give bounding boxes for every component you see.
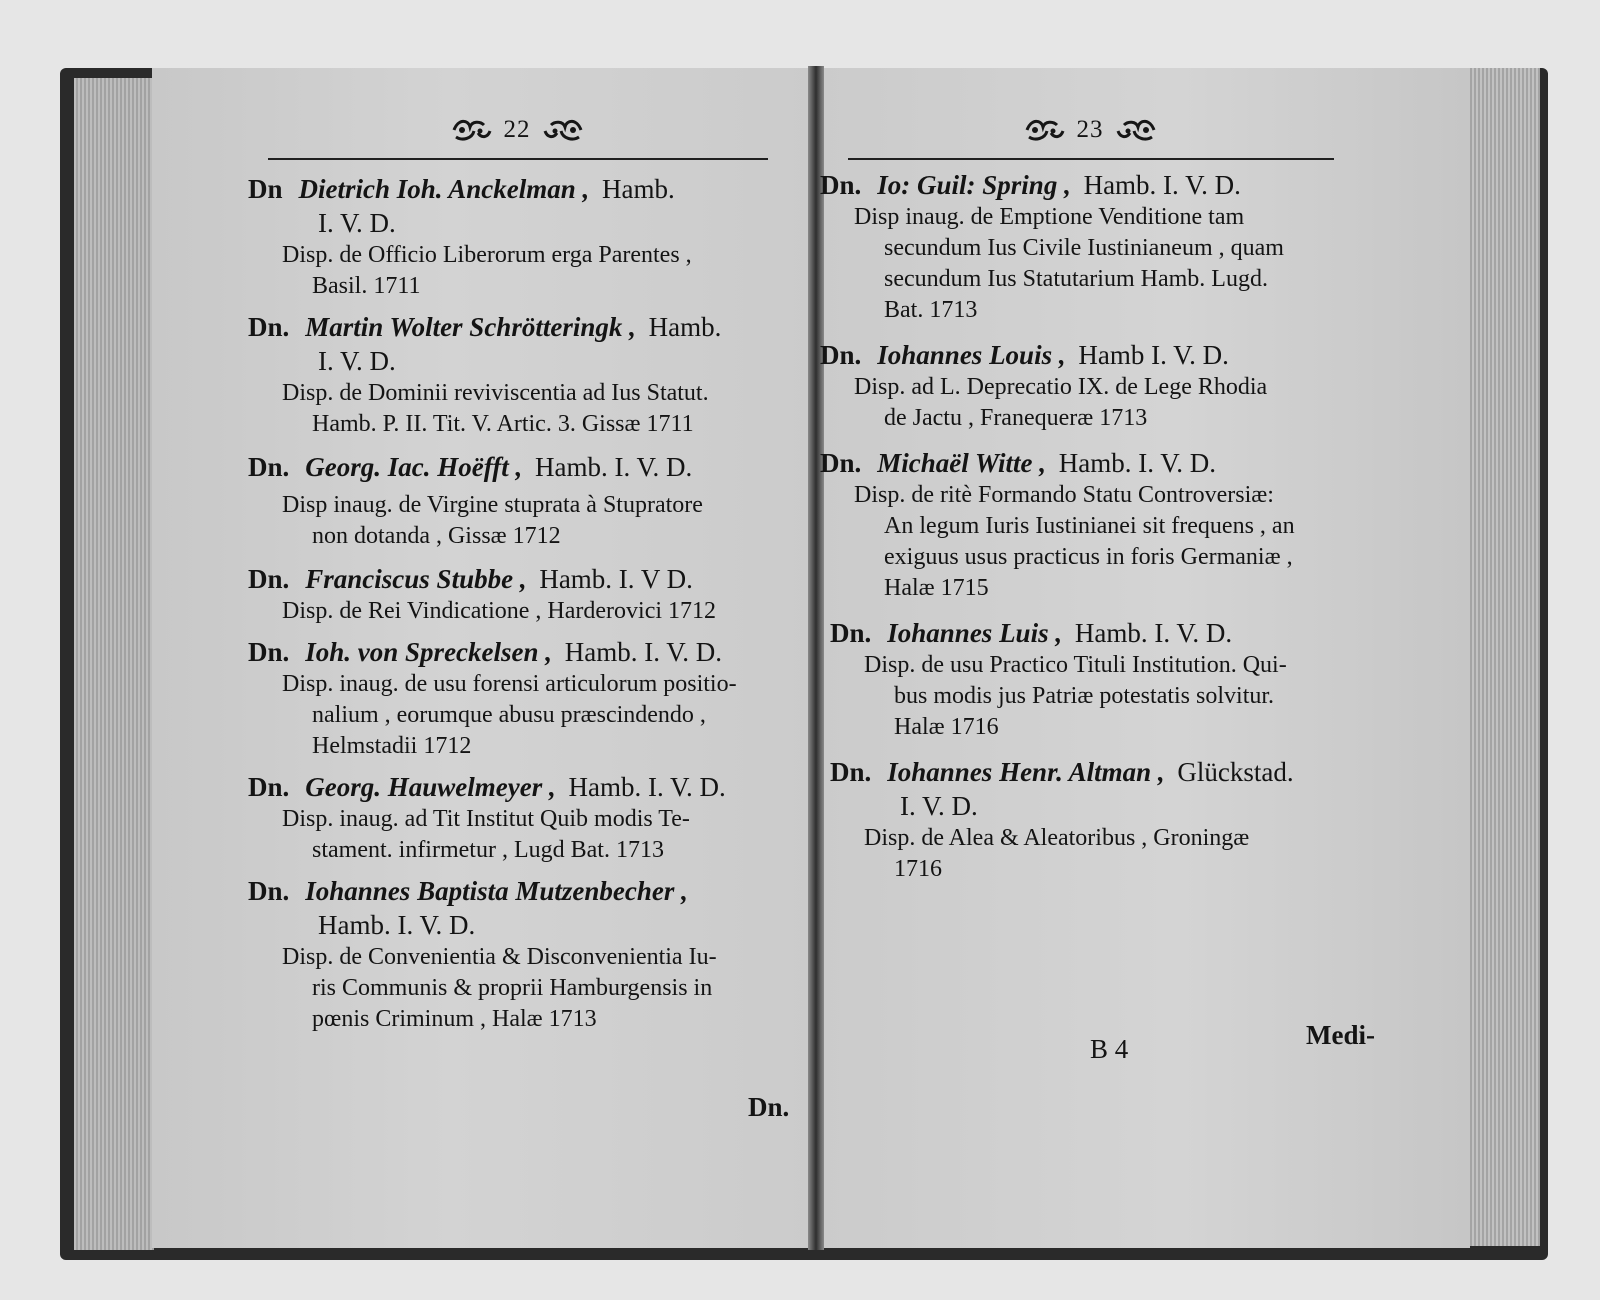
entry-prefix: Dn. (248, 637, 290, 667)
dissertation-line: Disp. de Convenientia & Disconvenientia Iu- (282, 944, 717, 970)
entry-title: Hamb. (648, 312, 722, 342)
dissertation-line: Disp. inaug. de usu forensi articulorum positio- (282, 671, 737, 697)
entry-name: Franciscus Stubbe , (305, 564, 527, 594)
dissertation-line: Disp inaug. de Emptione Venditione tam (854, 204, 1245, 230)
entry (248, 770, 808, 866)
dissertation-line: Disp. de Rei Vindicatione , Harderovici 1712 (282, 598, 717, 624)
dissertation-line: Disp. de Alea & Aleatoribus , Groningæ (864, 825, 1250, 851)
entry-prefix: Dn. (248, 772, 290, 802)
entry-prefix: Dn. (248, 312, 290, 342)
page-number: 22 (503, 116, 531, 143)
entry (820, 168, 1380, 326)
entry-name: Iohannes Henr. Altman , (887, 757, 1165, 787)
dissertation-line: Bat. 1713 (884, 297, 978, 323)
dissertation-line: An legum Iuris Iustinianei sit frequens , an (884, 513, 1295, 539)
fleuron-ornament-icon (543, 117, 585, 143)
dissertation-line: ris Communis & proprii Hamburgensis in (312, 975, 713, 1001)
page-edges-left (74, 78, 154, 1250)
entry-title: Hamb. I. V. D. (1058, 448, 1217, 478)
entry (820, 616, 1380, 743)
dissertation-line: Disp. inaug. ad Tit Institut Quib modis Te- (282, 806, 690, 832)
entry (820, 338, 1380, 434)
dissertation-line: Disp. de Dominii reviviscentia ad Ius Statut. (282, 380, 709, 406)
dissertation-line: Disp. de Officio Liberorum erga Parentes , (282, 242, 692, 268)
entry-name: Dietrich Ioh. Anckelman , (298, 174, 590, 204)
dissertation-line: exiguus usus practicus in foris Germaniæ , (884, 544, 1293, 570)
entry-name: Ioh. von Spreckelsen , (305, 637, 553, 667)
entry-name: Io: Guil: Spring , (877, 170, 1071, 200)
entry-title-cont: I. V. D. (318, 208, 396, 238)
dissertation-line: Helmstadii 1712 (312, 733, 472, 759)
right-running-head (840, 112, 1340, 148)
dissertation-line: Disp. de usu Practico Tituli Institution. Qui- (864, 652, 1287, 678)
head-rule (268, 158, 768, 160)
entry-prefix: Dn. (830, 618, 872, 648)
page-edges-right (1462, 68, 1540, 1246)
dissertation-line: de Jactu , Franequeræ 1713 (884, 405, 1148, 431)
dissertation-line: bus modis jus Patriæ potestatis solvitur. (894, 683, 1275, 709)
entry-prefix: Dn. (820, 170, 862, 200)
dissertation-line: non dotanda , Gissæ 1712 (312, 523, 561, 549)
entry-prefix: Dn. (248, 564, 290, 594)
entry-prefix: Dn (248, 174, 283, 204)
entry (248, 450, 808, 552)
dissertation-line: Disp. ad L. Deprecatio IX. de Lege Rhodia (854, 374, 1268, 400)
entry (248, 874, 808, 1035)
entry-name: Martin Wolter Schrötteringk , (305, 312, 636, 342)
entry-name: Georg. Iac. Hoëfft , (305, 452, 523, 482)
entry (820, 755, 1380, 885)
fleuron-ornament-icon (450, 117, 492, 143)
entry-title: Hamb. I. V. D. (564, 637, 723, 667)
entry-name: Georg. Hauwelmeyer , (305, 772, 556, 802)
entry-title: Hamb. I. V. D. (568, 772, 726, 802)
entry-title-cont: I. V. D. (318, 346, 396, 376)
fleuron-ornament-icon (1116, 117, 1158, 143)
entry-prefix: Dn. (820, 340, 862, 370)
dissertation-line: secundum Ius Civile Iustinianeum , quam (884, 235, 1284, 261)
left-running-head (252, 112, 782, 148)
entry-name: Iohannes Baptista Mutzenbecher , (305, 876, 688, 906)
entry-title: Hamb I. V. D. (1078, 340, 1229, 370)
dissertation-line: pœnis Criminum , Halæ 1713 (312, 1006, 597, 1032)
page-number: 23 (1076, 116, 1104, 143)
signature-mark: B 4 (1090, 1034, 1129, 1064)
entry-title: Hamb. I. V. D. (1083, 170, 1241, 200)
entry-title: Glückstad. (1177, 757, 1294, 787)
dissertation-line: secundum Ius Statutarium Hamb. Lugd. (884, 266, 1268, 292)
dissertation-line: stament. infirmetur , Lugd Bat. 1713 (312, 837, 664, 863)
dissertation-line: Halæ 1716 (894, 714, 999, 740)
dissertation-line: Disp inaug. de Virgine stuprata à Stupratore (282, 492, 703, 518)
entry-prefix: Dn. (820, 448, 862, 478)
entry-title: Hamb. I. V D. (539, 564, 693, 594)
dissertation-line: Basil. 1711 (312, 273, 421, 299)
left-entry-list (248, 172, 808, 1035)
entry-name: Michaël Witte , (877, 448, 1047, 478)
right-entry-list (820, 168, 1380, 885)
entry (248, 310, 808, 440)
entry (248, 635, 808, 762)
entry-prefix: Dn. (830, 757, 872, 787)
dissertation-line: Disp. de ritè Formando Statu Controversiæ: (854, 482, 1274, 508)
entry-prefix: Dn. (248, 452, 290, 482)
dissertation-line: Hamb. P. II. Tit. V. Artic. 3. Gissæ 1711 (312, 411, 694, 437)
entry-title: Hamb. (602, 174, 675, 204)
entry-title: Hamb. I. V. D. (534, 452, 693, 482)
dissertation-line: Halæ 1715 (884, 575, 989, 601)
entry-name: Iohannes Louis , (877, 340, 1066, 370)
dissertation-line: nalium , eorumque abusu præscindendo , (312, 702, 706, 728)
entry (248, 172, 808, 302)
dissertation-line: 1716 (894, 856, 942, 882)
catchword: Dn. (748, 1092, 790, 1122)
entry (820, 446, 1380, 604)
head-rule (848, 158, 1334, 160)
catchword: Medi- (1306, 1020, 1375, 1050)
entry-name: Iohannes Luis , (887, 618, 1063, 648)
fleuron-ornament-icon (1023, 117, 1065, 143)
entry-title-cont: I. V. D. (900, 791, 978, 821)
entry-title-cont: Hamb. I. V. D. (318, 910, 476, 940)
entry-title: Hamb. I. V. D. (1074, 618, 1233, 648)
entry-prefix: Dn. (248, 876, 290, 906)
entry (248, 562, 808, 627)
